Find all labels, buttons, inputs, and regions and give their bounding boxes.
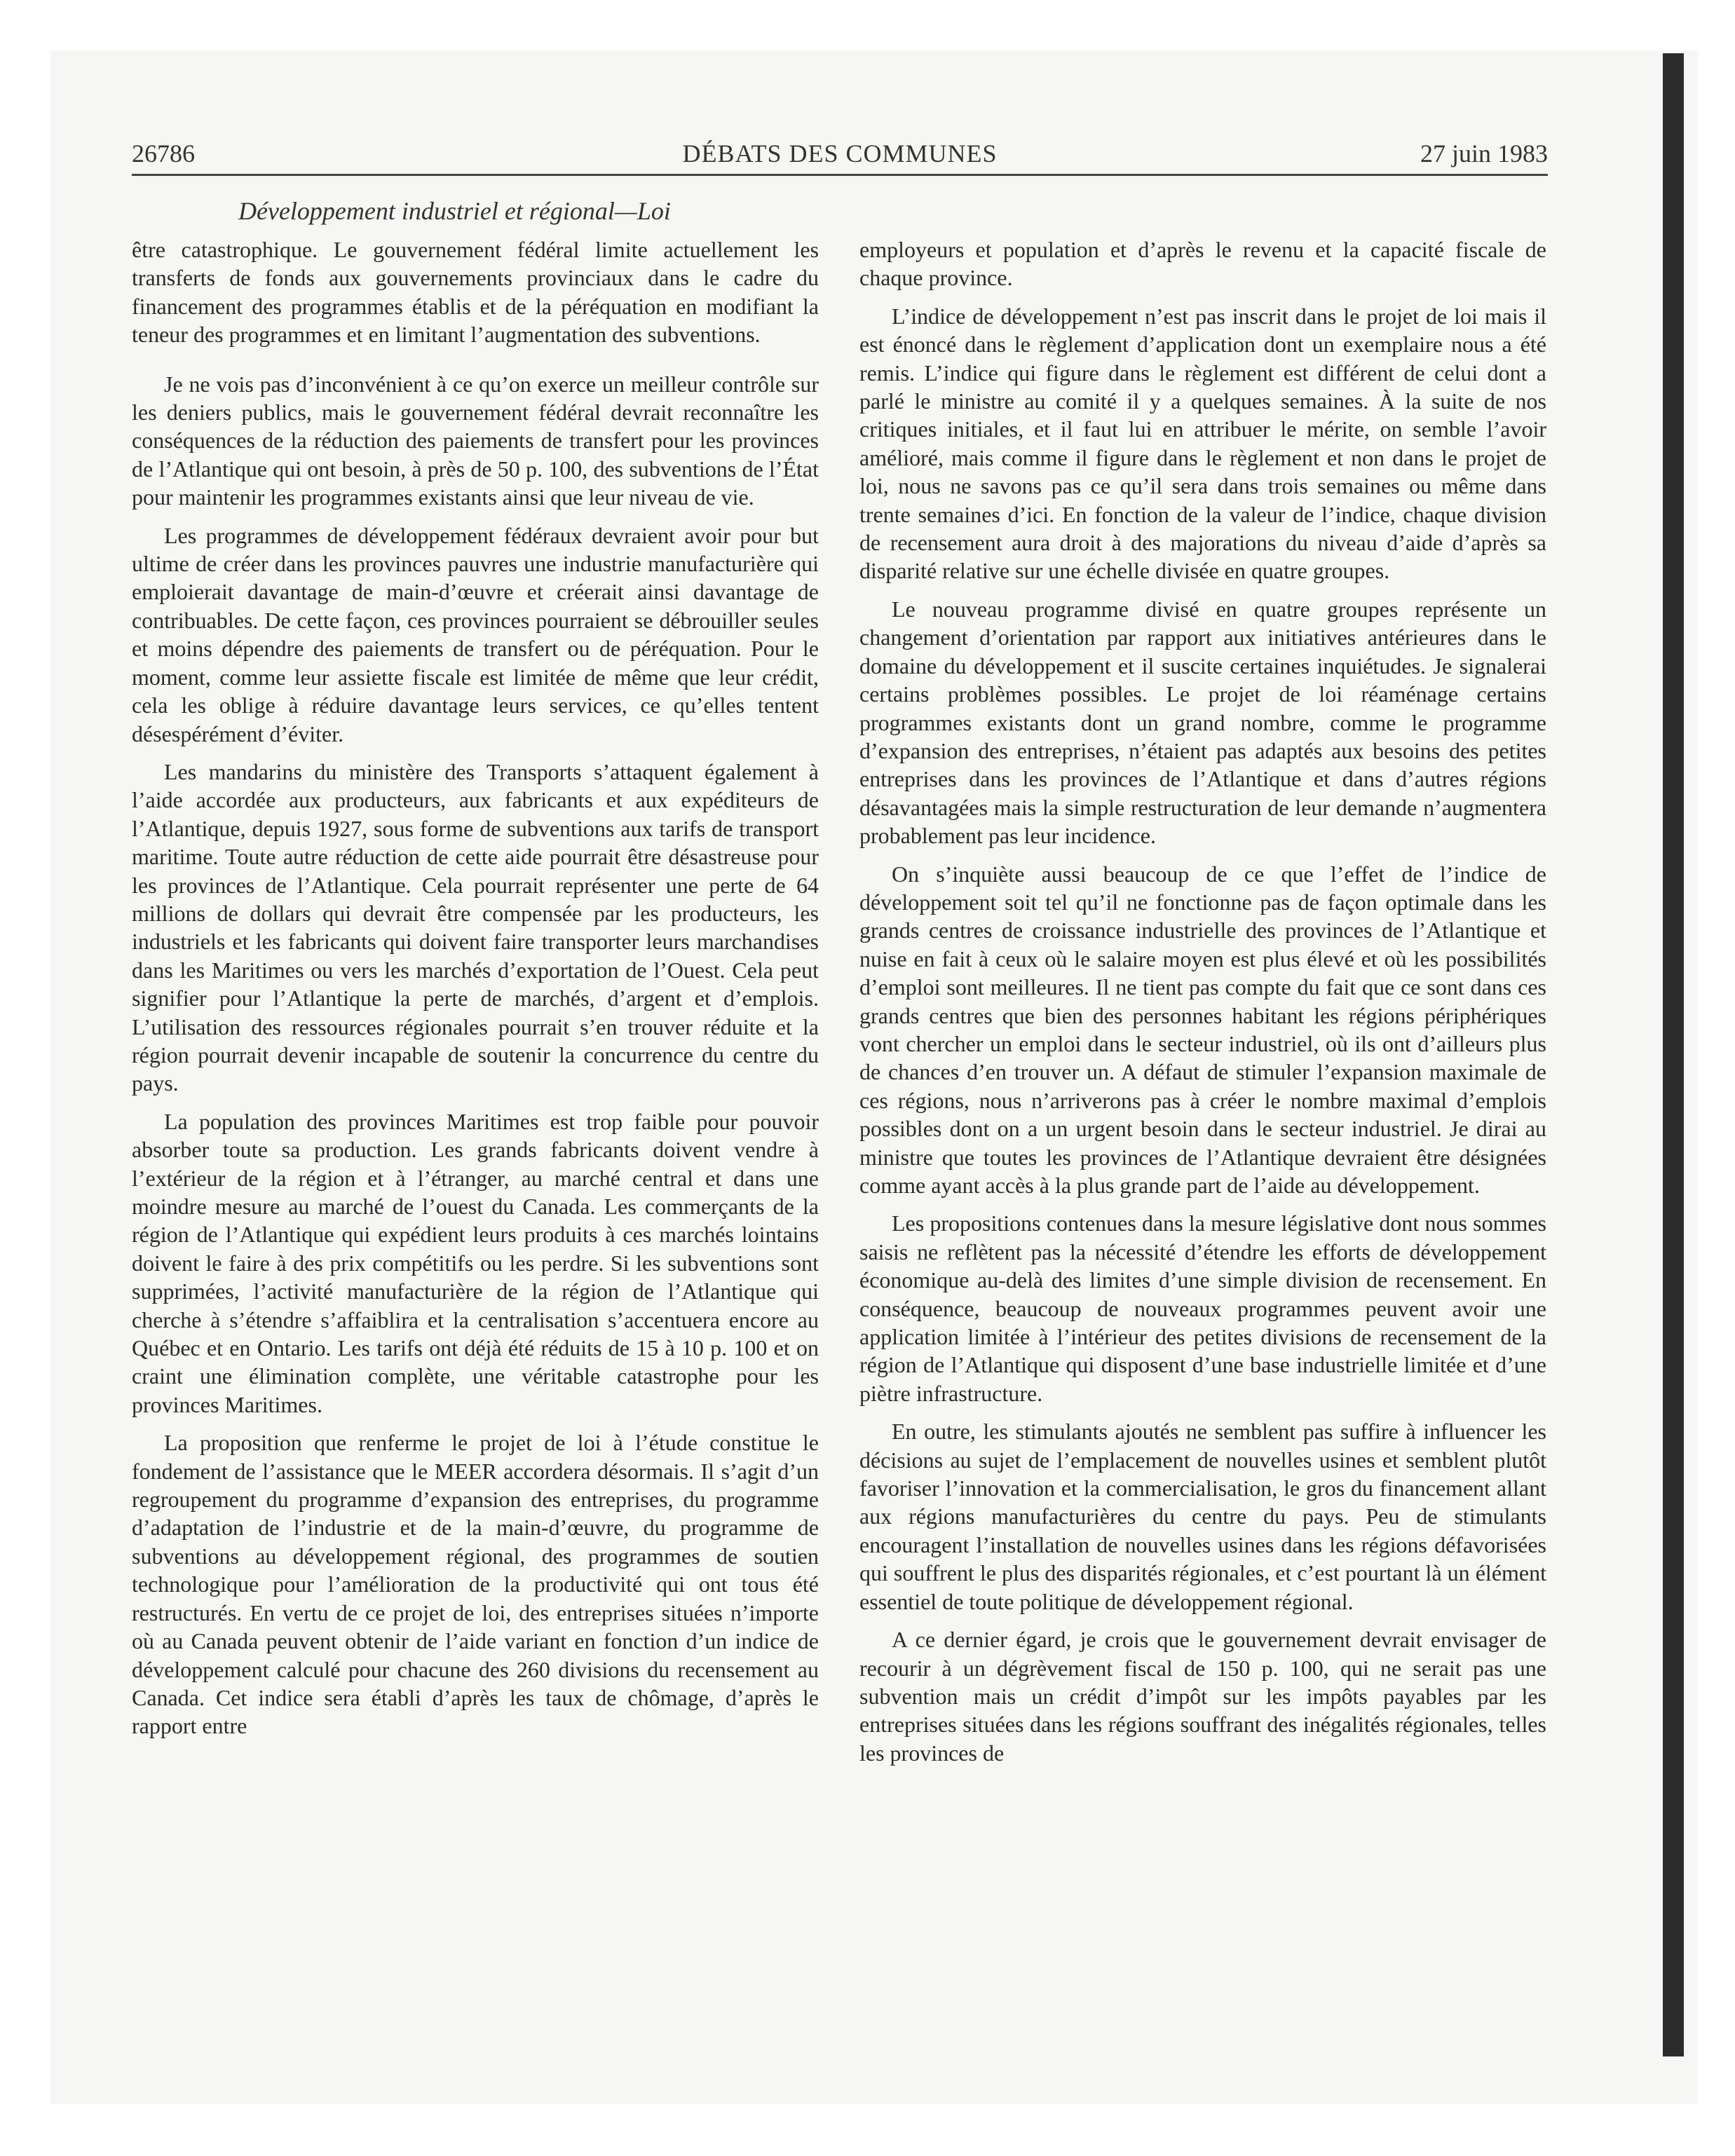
right-column	[859, 236, 1546, 1777]
paragraph: La proposition que renferme le projet de loi à l’étude constitue le fondement de l’assistance que le MEER accordera désormais. Il s’agit d’un regroupement du programme d’expansion des entreprises, du programme d’adaptation de l’industrie et de la main-d’œuvre, du programme de subventions au développement régional, des programmes de soutien technologique pour l’amélioration de la productivité qui ont tous été restructurés. En vertu de ce projet de loi, des entreprises situées n’importe où au Canada peuvent obtenir de l’aide variant en fonction d’un indice de développement calculé pour chacune des 260 divisions du recensement au Canada. Cet indice sera établi d’après les taux de chômage, d’après le rapport entre	[132, 1430, 819, 1739]
left-column	[132, 236, 819, 1750]
section-title: Développement industriel et régional—Loi	[238, 197, 671, 225]
header-divider	[132, 174, 1548, 176]
scan-edge-bar	[1663, 53, 1684, 2056]
paragraph: employeurs et population et d’après le revenu et la capacité fiscale de chaque province.	[859, 237, 1546, 291]
page-header	[132, 139, 1548, 174]
paragraph: On s’inquiète aussi beaucoup de ce que l’effet de l’indice de développement soit tel qu’il ne fonctionne pas de façon optimale dans les grands centres de croissance industrielle des provinces de l’Atlantique et nuise en fait à ceux où le salaire moyen est plus élevé et où les possibilités d’emploi sont meilleures. Il ne tient pas compte du fait que ce sont dans ces grands centres que bien des personnes habitant les régions périphériques vont chercher un emploi dans le secteur industriel, où ils ont d’ailleurs plus de chances d’en trouver un. A défaut de stimuler l’expansion maximale de ces régions, nous n’arriverons pas à créer le nombre maximal d’emplois possibles dont on a un urgent besoin dans le secteur industriel. Je dirai au ministre que toutes les provinces de l’Atlantique devraient être désignées comme ayant accès à la plus grande part de l’aide au développement.	[859, 861, 1546, 1198]
paragraph: A ce dernier égard, je crois que le gouvernement devrait envisager de recourir à un dégrèvement fiscal de 150 p. 100, qui ne serait pas une subvention mais un crédit d’impôt sur les impôts payables par les entreprises situées dans les régions souffrant des inégalités régionales, telles les provinces de	[859, 1627, 1546, 1766]
paragraph: être catastrophique. Le gouvernement fédéral limite actuellement les transferts de fonds aux gouvernements provinciaux dans le cadre du financement des programmes établis et de la péréquation en modifiant la teneur des programmes et en limitant l’augmentation des subventions.	[132, 237, 819, 348]
paragraph: Les mandarins du ministère des Transports s’attaquent également à l’aide accordée aux producteurs, aux fabricants et aux expéditeurs de l’Atlantique, depuis 1927, sous forme de subventions aux tarifs de transport maritime. Toute autre réduction de cette aide pourrait être désastreuse pour les provinces de l’Atlantique. Cela pourrait représenter une perte de 64 millions de dollars qui devrait être compensée par les producteurs, les industriels et les fabricants qui doivent faire transporter leurs marchandises dans les Maritimes ou vers les marchés d’exportation de l’Ouest. Cela peut signifier pour l’Atlantique la perte de marchés, d’argent et d’emplois. L’utilisation des ressources régionales pourrait s’en trouver réduite et la région pourrait devenir incapable de soutenir la concurrence du centre du pays.	[132, 758, 819, 1096]
paragraph: La population des provinces Maritimes est trop faible pour pouvoir absorber toute sa production. Les grands fabricants doivent vendre à l’extérieur de la région et à l’étranger, au marché central et dans une moindre mesure au marché de l’ouest du Canada. Les commerçants de la région de l’Atlantique qui expédient leurs produits à ces marchés lointains doivent le faire à des prix compétitifs ou les perdre. Si les subventions sont supprimées, l’activité manufacturière de la région de l’Atlantique qui cherche à s’étendre s’affaiblira et la centralisation s’accentuera encore au Québec et en Ontario. Les tarifs ont déjà été réduits de 15 à 10 p. 100 et on craint une élimination complète, une véritable catastrophe pour les provinces Maritimes.	[132, 1108, 819, 1417]
paragraph: L’indice de développement n’est pas inscrit dans le projet de loi mais il est énoncé dans le règlement d’application dont un exemplaire nous a été remis. L’indice qui figure dans le règlement est différent de celui dont a parlé le ministre au comité il y a quelques semaines. À la suite de nos critiques initiales, et il faut lui en attribuer le mérite, on semble l’avoir amélioré, mais comme il figure dans le règlement et non dans le projet de loi, nous ne savons pas ce qu’il sera dans trois semaines ou même dans trente semaines d’ici. En fonction de la valeur de l’indice, chaque division de recensement aura droit à des majorations du niveau d’aide d’après sa disparité relative sur une échelle divisée en quatre groupes.	[859, 303, 1546, 584]
paragraph: Le nouveau programme divisé en quatre groupes représente un changement d’orientation par rapport aux initiatives antérieures dans le domaine du développement et il suscite certaines inquiétudes. Je signalerai certains problèmes possibles. Le projet de loi réaménage certains programmes existants dont un grand nombre, comme le programme d’expansion des entreprises, n’étaient pas adaptés aux besoins des petites entreprises dans les provinces de l’Atlantique et dans d’autres régions désavantagées mais la simple restructuration de leur demande n’augmentera probablement pas leur incidence.	[859, 596, 1546, 849]
page-date: 27 juin 1983	[1420, 139, 1548, 168]
page-number: 26786	[132, 139, 195, 168]
paragraph: Les programmes de développement fédéraux devraient avoir pour but ultime de créer dans les provinces pauvres une industrie manufacturière qui emploierait davantage de main-d’œuvre et créerait ainsi davantage de contribuables. De cette façon, ces provinces pourraient se débrouiller seules et moins dépendre des paiements de transfert ou de péréquation. Pour le moment, comme leur assiette fiscale est limitée de même que leur crédit, cela les oblige à réduire davantage leurs services, ce qu’elles tentent désespérément d’éviter.	[132, 522, 819, 746]
journal-title: DÉBATS DES COMMUNES	[682, 139, 998, 168]
paragraph: Je ne vois pas d’inconvénient à ce qu’on exerce un meilleur contrôle sur les deniers publics, mais le gouvernement fédéral devrait reconnaître les conséquences de la réduction des paiements de transfert pour les provinces de l’Atlantique qui ont besoin, à près de 50 p. 100, des subventions de l’État pour maintenir les programmes existants ainsi que leur niveau de vie.	[132, 371, 819, 510]
paragraph: Les propositions contenues dans la mesure législative dont nous sommes saisis ne reflètent pas la nécessité d’étendre les efforts de développement économique au-delà des limites d’une simple division de recensement. En conséquence, beaucoup de nouveaux programmes peuvent avoir une application limitée à l’intérieur des petites divisions de recensement de la région de l’Atlantique qui disposent d’une base industrielle limitée et d’une piètre infrastructure.	[859, 1210, 1546, 1406]
paragraph: En outre, les stimulants ajoutés ne semblent pas suffire à influencer les décisions au sujet de l’emplacement de nouvelles usines et semblent plutôt favoriser l’innovation et la commercialisation, le gros du financement allant aux régions manufacturières du centre du pays. Peu de stimulants encouragent l’installation de nouvelles usines dans les régions défavorisées qui souffrent le plus des disparités régionales, et c’est pourtant là un élément essentiel de toute politique de développement régional.	[859, 1419, 1546, 1614]
